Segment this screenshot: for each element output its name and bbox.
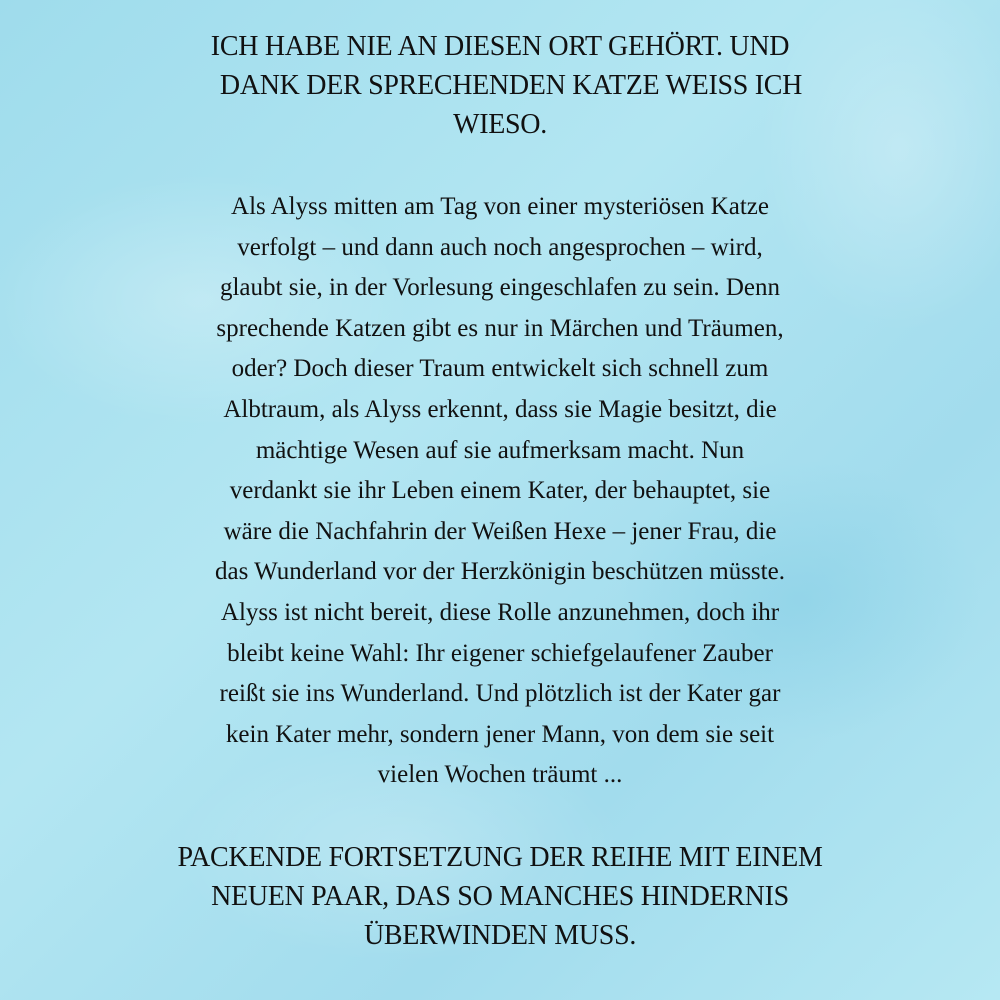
blurb-line: oder? Doch dieser Traum entwickelt sich schnell zum: [231, 355, 769, 383]
headline-line: WIESO.: [453, 109, 547, 140]
headline-line: DANK DER SPRECHENDEN KATZE WEISS ICH: [219, 70, 803, 101]
tagline-line: NEUEN PAAR, DAS SO MANCHES HINDERNIS: [211, 881, 789, 912]
tagline-line: ÜBERWINDEN MUSS.: [363, 920, 637, 951]
blurb-line: wäre die Nachfahrin der Weißen Hexe – jener Frau, die: [223, 517, 777, 545]
blurb-line: glaubt sie, in der Vorlesung eingeschlafen zu sein. Denn: [219, 274, 781, 302]
blurb-line: vielen Wochen träumt ...: [377, 761, 623, 789]
blurb-line: Als Alyss mitten am Tag von einer mysteriösen Katze: [231, 193, 769, 220]
blurb-line: das Wunderland vor der Herzkönigin beschützen müsste.: [215, 558, 785, 586]
blurb-line: verdankt sie ihr Leben einem Kater, der behauptet, sie: [229, 477, 771, 505]
blurb-line: Albtraum, als Alyss erkennt, dass sie Magie besitzt, die: [223, 395, 777, 423]
tagline-line: PACKENDE FORTSETZUNG DER REIHE MIT EINEM: [177, 842, 823, 873]
blurb-line: verfolgt – und dann auch noch angesprochen – wird,: [237, 233, 763, 261]
blurb-text: [0, 187, 1000, 796]
headline: [0, 27, 1000, 144]
blurb-line: sprechende Katzen gibt es nur in Märchen und Träumen,: [216, 314, 784, 342]
blurb-line: bleibt keine Wahl: Ihr eigener schiefgelaufener Zauber: [227, 639, 773, 667]
blurb-line: reißt sie ins Wunderland. Und plötzlich ist der Kater gar: [219, 680, 781, 708]
blurb-line: kein Kater mehr, sondern jener Mann, von dem sie seit: [225, 720, 775, 748]
headline-line: ICH HABE NIE AN DIESEN ORT GEHÖRT. UND: [210, 31, 790, 62]
blurb-line: Alyss ist nicht bereit, diese Rolle anzunehmen, doch ihr: [220, 598, 780, 626]
blurb-line: mächtige Wesen auf sie aufmerksam macht. Nun: [255, 436, 745, 464]
tagline: [0, 838, 1000, 955]
